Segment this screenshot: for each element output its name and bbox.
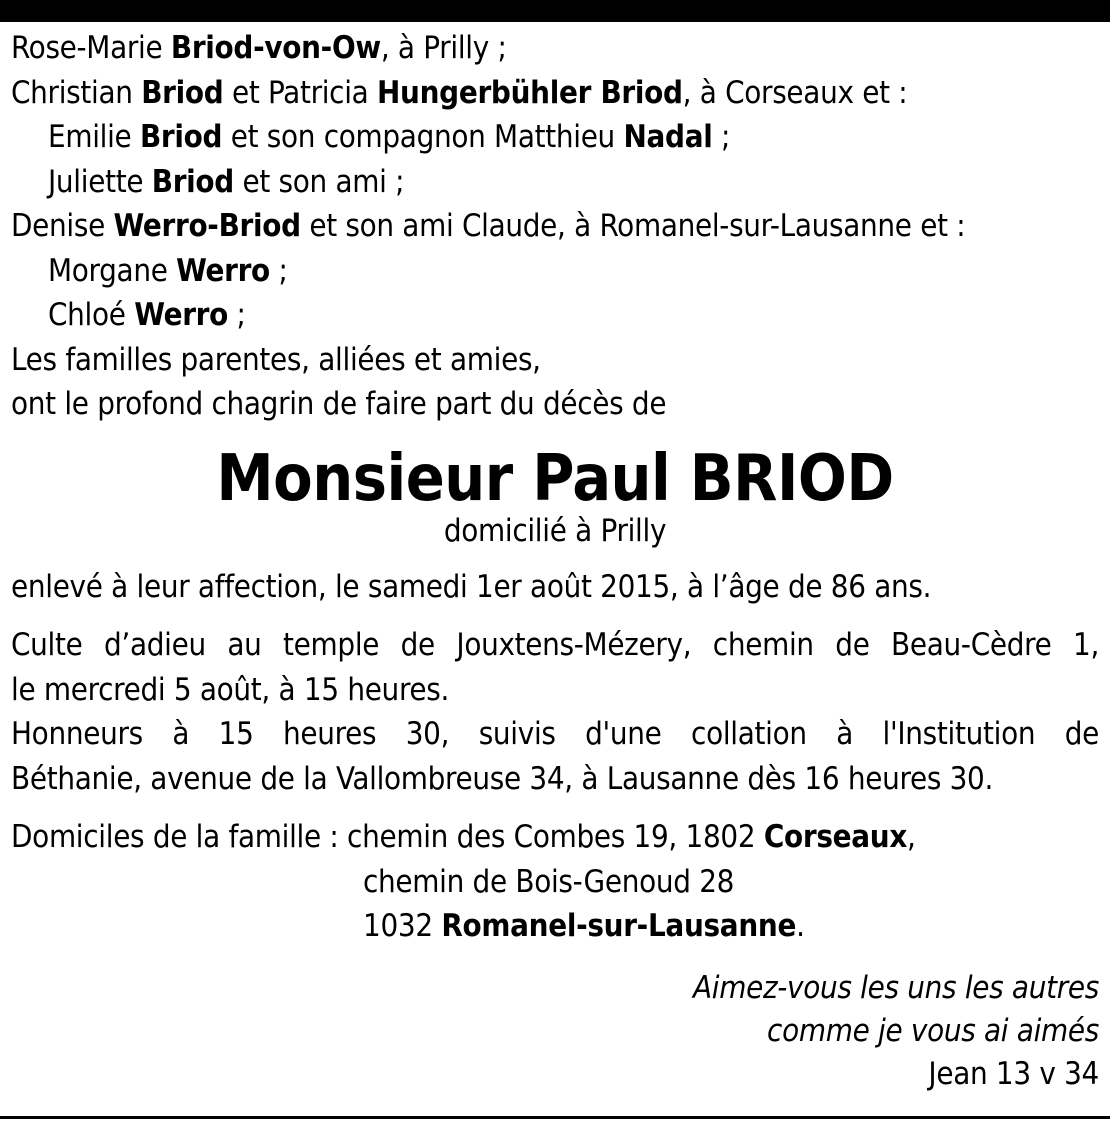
family-line (11, 115, 1099, 160)
domicile-city-1-suffix: , (907, 819, 916, 855)
family-domiciles (11, 815, 1099, 949)
family-text: ; (712, 119, 731, 155)
service-line-2: le mercredi 5 août, à 15 heures. (11, 671, 450, 708)
family-line (11, 382, 1099, 427)
family-surname: Briod (139, 119, 223, 155)
family-text: Juliette (48, 163, 152, 200)
death-announcement: enlevé à leur affection, le samedi 1er août 2015, à l’âge de 86 ans. (11, 568, 932, 605)
family-surname: Werro (134, 297, 228, 333)
bottom-border-rule (0, 1116, 1110, 1119)
family-text: ; (269, 252, 288, 289)
family-surname: Nadal (623, 119, 713, 155)
domicile-line-3 (11, 904, 1099, 949)
domicile-city-2-suffix: . (796, 908, 805, 944)
family-text: et son compagnon Matthieu (222, 119, 624, 155)
domicile-city-1: Corseaux (763, 819, 908, 855)
family-surname: Briod (151, 163, 234, 200)
family-list (11, 26, 1099, 427)
domicile-city-2: Romanel-sur-Lausanne (441, 908, 797, 944)
verse-reference: Jean 13 v 34 (928, 1055, 1099, 1092)
top-border-rule (0, 0, 1110, 22)
family-line (11, 293, 1099, 338)
family-line (11, 249, 1099, 294)
deceased-name: Monsieur Paul BRIOD (216, 441, 894, 516)
family-surname: Briod-von-Ow (170, 30, 381, 66)
family-text: Chloé (48, 297, 135, 333)
verse-line-2: comme je vous ai aimés (767, 1012, 1099, 1049)
service-details (11, 623, 1099, 801)
family-surname: Werro-Briod (113, 208, 301, 244)
family-text: Les familles parentes, alliées et amies, (11, 341, 541, 378)
obituary-notice (11, 26, 1099, 1096)
domicile-line-2: chemin de Bois-Genoud 28 (363, 863, 735, 900)
family-text: Denise (11, 208, 114, 244)
family-text: , à Corseaux et : (682, 74, 908, 111)
family-line (11, 204, 1099, 249)
domicile-label: Domiciles de la famille : chemin des Combes 19, 1802 (11, 819, 764, 855)
domicile-line-1 (11, 815, 1099, 860)
family-text: et son ami Claude, à Romanel-sur-Lausanne et : (300, 208, 966, 244)
deceased-domicile: domicilié à Prilly (443, 512, 667, 549)
family-line (11, 26, 1099, 71)
family-surname: Hungerbühler Briod (377, 74, 683, 111)
domicile-zip-2: 1032 (363, 908, 442, 944)
verse-line-1: Aimez-vous les uns les autres (693, 969, 1099, 1006)
service-line-3: Honneurs à 15 heures 30, suivis d'une collation à l'Institution de (11, 716, 1099, 752)
family-surname: Werro (176, 252, 270, 289)
family-surname: Briod (141, 74, 224, 111)
family-text: et son ami ; (233, 163, 405, 200)
family-text: Emilie (48, 119, 140, 155)
family-text: ; (227, 297, 246, 333)
family-text: Rose-Marie (11, 30, 171, 66)
family-text: Christian (11, 74, 142, 111)
closing-verse (11, 967, 1099, 1096)
family-text: Morgane (48, 252, 177, 289)
family-line (11, 71, 1099, 116)
service-line-1: Culte d’adieu au temple de Jouxtens-Mézery, chemin de Beau-Cèdre 1, (11, 627, 1099, 663)
family-text: et Patricia (223, 74, 378, 111)
family-line (11, 338, 1099, 383)
family-text: , à Prilly ; (380, 30, 507, 66)
family-text: ont le profond chagrin de faire part du décès de (11, 386, 667, 422)
family-line (11, 160, 1099, 205)
service-line-4: Béthanie, avenue de la Vallombreuse 34, à Lausanne dès 16 heures 30. (11, 760, 994, 797)
